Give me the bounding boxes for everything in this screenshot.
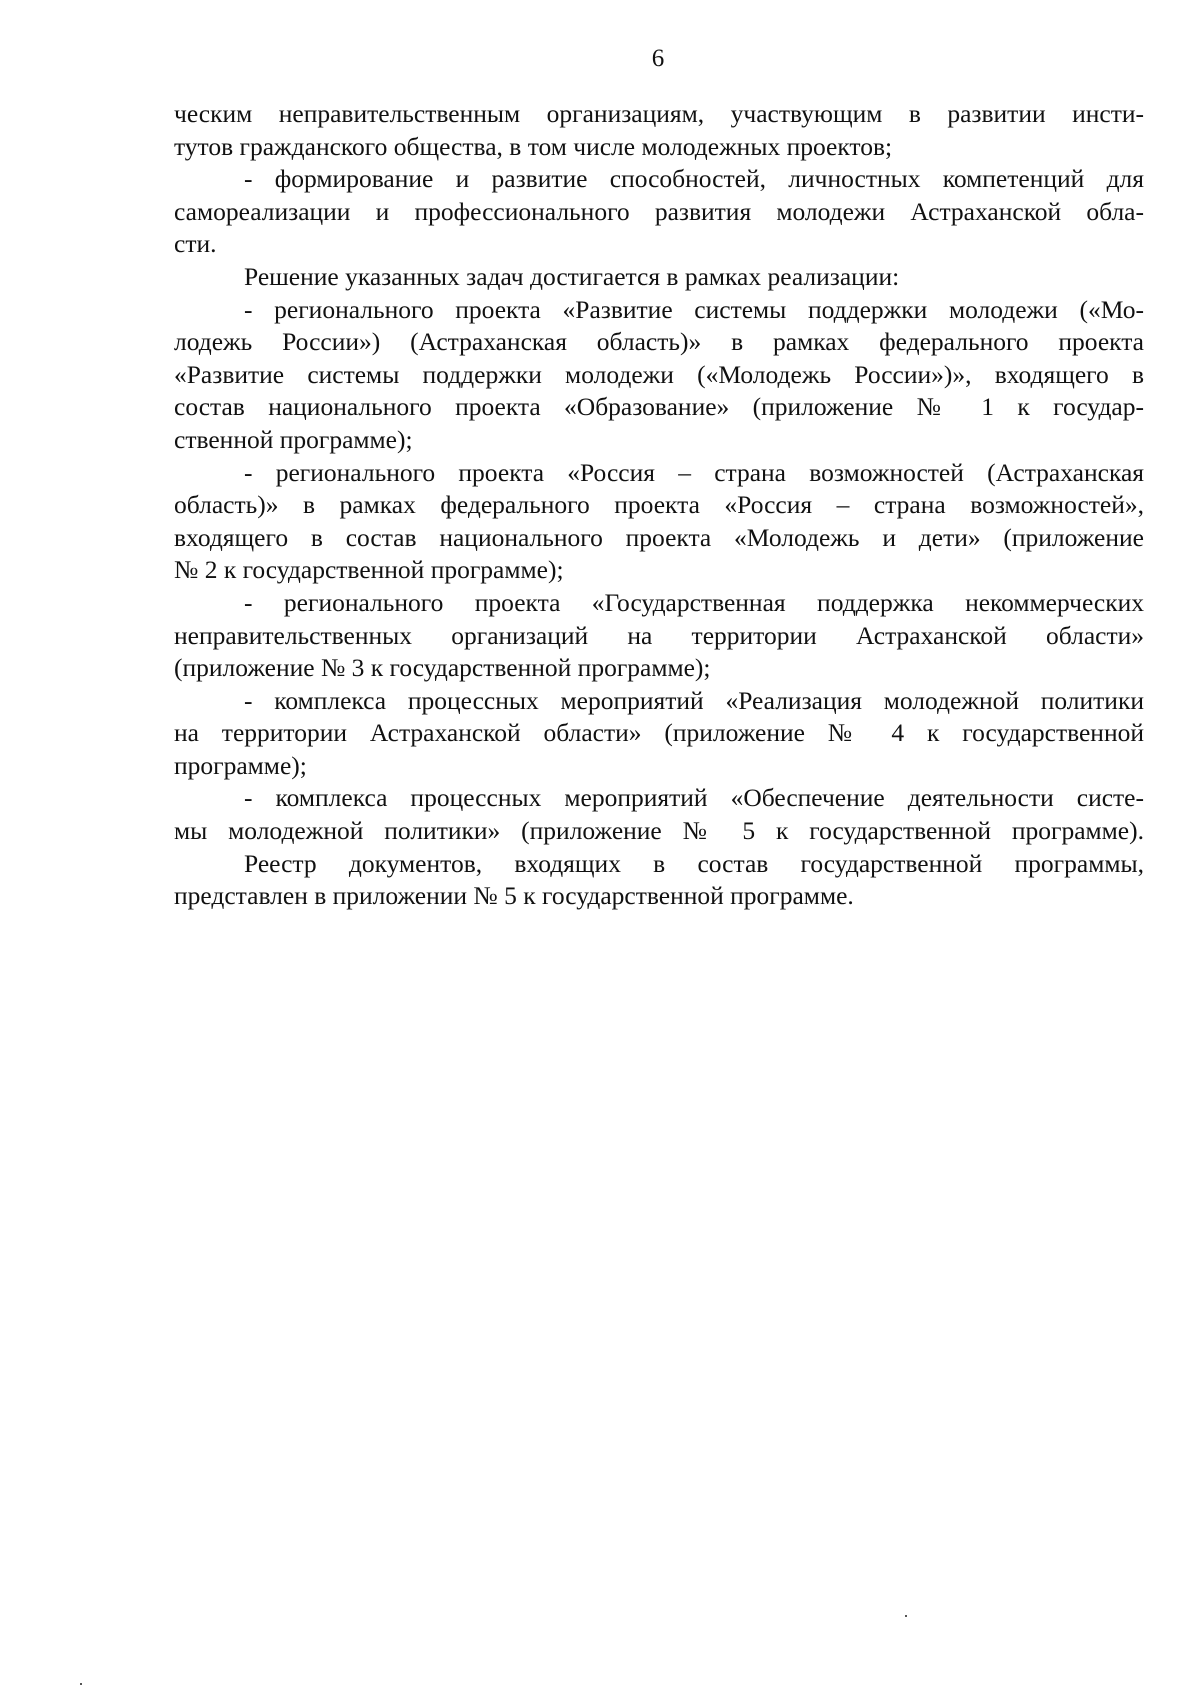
text-line: мы молодежной политики» (приложение № 5 к государственной программе). — [174, 816, 1144, 846]
text-line: представлен в приложении № 5 к государственной программе. — [174, 881, 854, 911]
text-line: - комплекса процессных мероприятий «Обеспечение деятельности систе- — [244, 783, 1144, 813]
text-line: самореализации и профессионального развития молодежи Астраханской обла- — [174, 196, 1144, 226]
text-line: ческим неправительственным организациям, участвующим в развитии инсти- — [174, 99, 1144, 128]
text-line: состав национального проекта «Образование» (приложение № 1 к государ- — [174, 392, 1144, 422]
text-line: программе); — [174, 750, 307, 780]
text-line: область)» в рамках федерального проекта «Россия – страна возможностей», — [174, 490, 1144, 520]
text-line: (приложение № 3 к государственной программе); — [174, 653, 711, 683]
scan-speck — [905, 1615, 907, 1617]
text-line: - регионального проекта «Россия – страна возможностей (Астраханская — [244, 457, 1144, 487]
text-line: - регионального проекта «Развитие системы поддержки молодежи («Мо- — [244, 294, 1144, 324]
text-line: неправительственных организаций на территории Астраханской области» — [174, 620, 1144, 650]
text-line: тутов гражданского общества, в том числе молодежных проектов; — [174, 131, 893, 161]
text-line: лодежь России») (Астраханская область)» в рамках федерального проекта — [174, 327, 1144, 357]
text-line: № 2 к государственной программе); — [174, 555, 564, 585]
body-text — [174, 98, 1144, 913]
text-line: Решение указанных задач достигается в рамках реализации: — [244, 261, 900, 291]
text-line: сти. — [174, 229, 217, 259]
text-line: на территории Астраханской области» (приложение № 4 к государственной — [174, 718, 1144, 748]
page-number: 6 — [651, 45, 665, 72]
text-line: «Развитие системы поддержки молодежи («Молодежь России»)», входящего в — [174, 359, 1144, 389]
text-line: - регионального проекта «Государственная поддержка некоммерческих — [244, 587, 1144, 617]
text-line: ственной программе); — [174, 424, 413, 454]
text-line: - формирование и развитие способностей, личностных компетенций для — [244, 164, 1144, 194]
text-line: входящего в состав национального проекта «Молодежь и дети» (приложение — [174, 522, 1144, 552]
text-line: Реестр документов, входящих в состав государственной программы, — [244, 848, 1144, 878]
scan-speck — [80, 1683, 82, 1685]
text-line: - комплекса процессных мероприятий «Реализация молодежной политики — [244, 685, 1144, 715]
